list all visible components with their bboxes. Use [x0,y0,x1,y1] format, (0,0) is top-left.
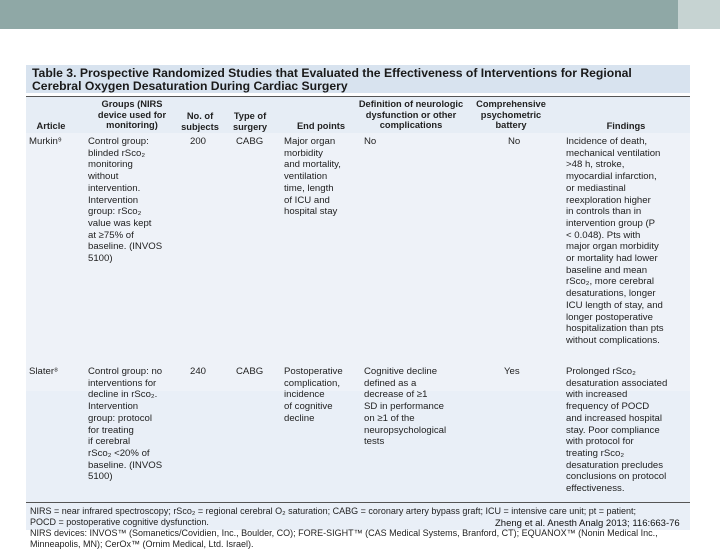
header-article: Article [36,121,66,131]
table-figure [26,61,690,556]
row2-surgery: CABG [236,366,264,377]
slide-body [0,29,720,549]
header-groups: Groups (NIRS device used for monitoring) [97,99,167,130]
slide-citation: Zheng et al. Anesth Analg 2013; 116:663-76 [495,518,680,529]
row1-subjects: 200 [190,136,207,147]
table-footnotes: NIRS = near infrared spectroscopy; rSco₂ = regional cerebral O₂ saturation; CABG = coronary artery bypass graft; ICU = intensive care unit; pt = patient; POCD = postoperative cognitive dysfunction. NIRS devices: INVOS™ (Somanetics/Covidien, Inc., Boulder, CO); FORE-SIGHT™ (CAS Medical Systems, Branford, CT); EQUANOX™ (Nonin Medical Inc., Minneapolis, MN); CerOx™ (Ornim Medical, Ltd. Israel). [30,506,658,549]
row1-findings: Incidence of death, mechanical ventilation >48 h, stroke, myocardial infarction, or mediastinal reexploration higher in controls than in intervention group (P < 0.048). Pts with major organ morbidity or mortality had lower baseline and mean rSco₂, more cerebral desaturations, longer ICU length of stay, and longer postoperative hospitalization than pts without complications. [566,136,664,346]
table-bottom-rule [26,502,690,503]
row1-battery: No [508,136,521,147]
slide-top-bar [0,0,720,29]
row1-definition: No [364,136,377,147]
row1-article: Murkin⁹ [29,136,62,147]
table-title-line-1: Table 3. Prospective Randomized Studies that Evaluated the Effectiveness of Interventions for Regional [32,66,632,80]
header-top-rule [26,96,690,97]
row1-surgery: CABG [236,136,264,147]
header-surgery: Type of surgery [232,111,268,132]
header-end-points: End points [296,121,346,131]
header-definition: Definition of neurologic dysfunction or other complications [358,99,464,130]
slide-top-bar-accent [678,0,720,29]
row2-battery: Yes [504,366,520,377]
header-subjects: No. of subjects [181,111,219,132]
row2-end-points: Postoperative complication, incidence of cognitive decline [284,366,343,424]
row2-subjects: 240 [190,366,207,377]
row1-end-points: Major organ morbidity and mortality, ventilation time, length of ICU and hospital stay [284,136,341,218]
table-title-line-2: Cerebral Oxygen Desaturation During Cardiac Surgery [32,79,348,93]
row2-definition: Cognitive decline defined as a decrease of ≥1 SD in performance on ≥1 of the neuropsychological tests [364,366,447,448]
header-battery: Comprehensive psychometric battery [476,99,546,130]
row2-findings: Prolonged rSco₂ desaturation associated with increased frequency of POCD and increased hospital stay. Poor compliance with protocol for treating rSco₂ desaturation precludes conclusions on protocol effectiveness. [566,366,668,495]
row1-groups: Control group: blinded rSco₂ monitoring without intervention. Intervention group: rSco₂ value was kept at ≥75% of baseline. (INVOS 5100) [88,136,163,265]
row2-article: Slater⁸ [29,366,59,377]
header-findings: Findings [606,121,646,131]
table-title-band [26,65,690,93]
row2-groups: Control group: no interventions for decline in rSco₂. Intervention group: protocol for treating if cerebral rSco₂ <20% of baseline. (INVOS 5100) [88,366,163,483]
